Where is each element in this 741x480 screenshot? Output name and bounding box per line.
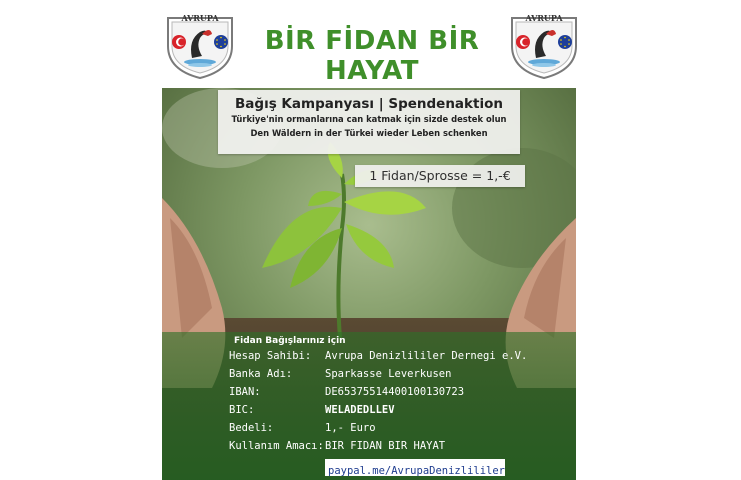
info-value: DE65375514400100130723 — [325, 386, 465, 398]
price-text: 1 Fidan/Sprosse = 1,-€ — [369, 168, 511, 183]
info-row-purpose — [229, 440, 569, 458]
campaign-subtitle-tr: Türkiye'nin ormanlarına can katmak için sizde destek olun — [231, 114, 507, 124]
campaign-title: Bağış Kampanyası | Spendenaktion — [235, 96, 503, 112]
price-box — [355, 165, 525, 187]
info-value: Sparkasse Leverkusen — [325, 368, 452, 380]
info-label: BIC: — [229, 404, 255, 416]
info-label: Banka Adı: — [229, 368, 293, 380]
association-logo-right — [506, 10, 582, 80]
paypal-link[interactable]: paypal.me/AvrupaDenizlililer — [328, 465, 506, 477]
info-row-iban — [229, 386, 569, 404]
info-value: Avrupa Denizlililer Dernegi e.V. — [325, 350, 528, 362]
campaign-poster — [162, 88, 576, 480]
logo-text: AVRUPA — [181, 13, 219, 23]
info-value: 1,- Euro — [325, 422, 376, 434]
paypal-link-box[interactable] — [325, 459, 505, 476]
donation-info-section — [162, 332, 576, 480]
info-row-bank-name — [229, 368, 569, 386]
campaign-subtitle-de: Den Wäldern in der Türkei wieder Leben schenken — [250, 128, 488, 138]
info-row-account-holder — [229, 350, 569, 368]
info-label: IBAN: — [229, 386, 261, 398]
info-label: Bedeli: — [229, 422, 274, 434]
info-label: Kullanım Amacı: — [229, 440, 324, 452]
info-label: Hesap Sahibi: — [229, 350, 312, 362]
campaign-title-box — [218, 90, 520, 154]
info-row-bic — [229, 404, 569, 422]
logo-text: AVRUPA — [525, 13, 563, 23]
info-value: BIR FIDAN BIR HAYAT — [325, 440, 446, 452]
page-headline: BİR FİDAN BİR HAYAT — [264, 26, 480, 86]
donation-heading: Fidan Bağışlarınız için — [234, 336, 346, 346]
info-row-amount — [229, 422, 569, 440]
info-value: WELADEDLLEV — [325, 404, 395, 416]
association-logo-left — [162, 10, 238, 80]
